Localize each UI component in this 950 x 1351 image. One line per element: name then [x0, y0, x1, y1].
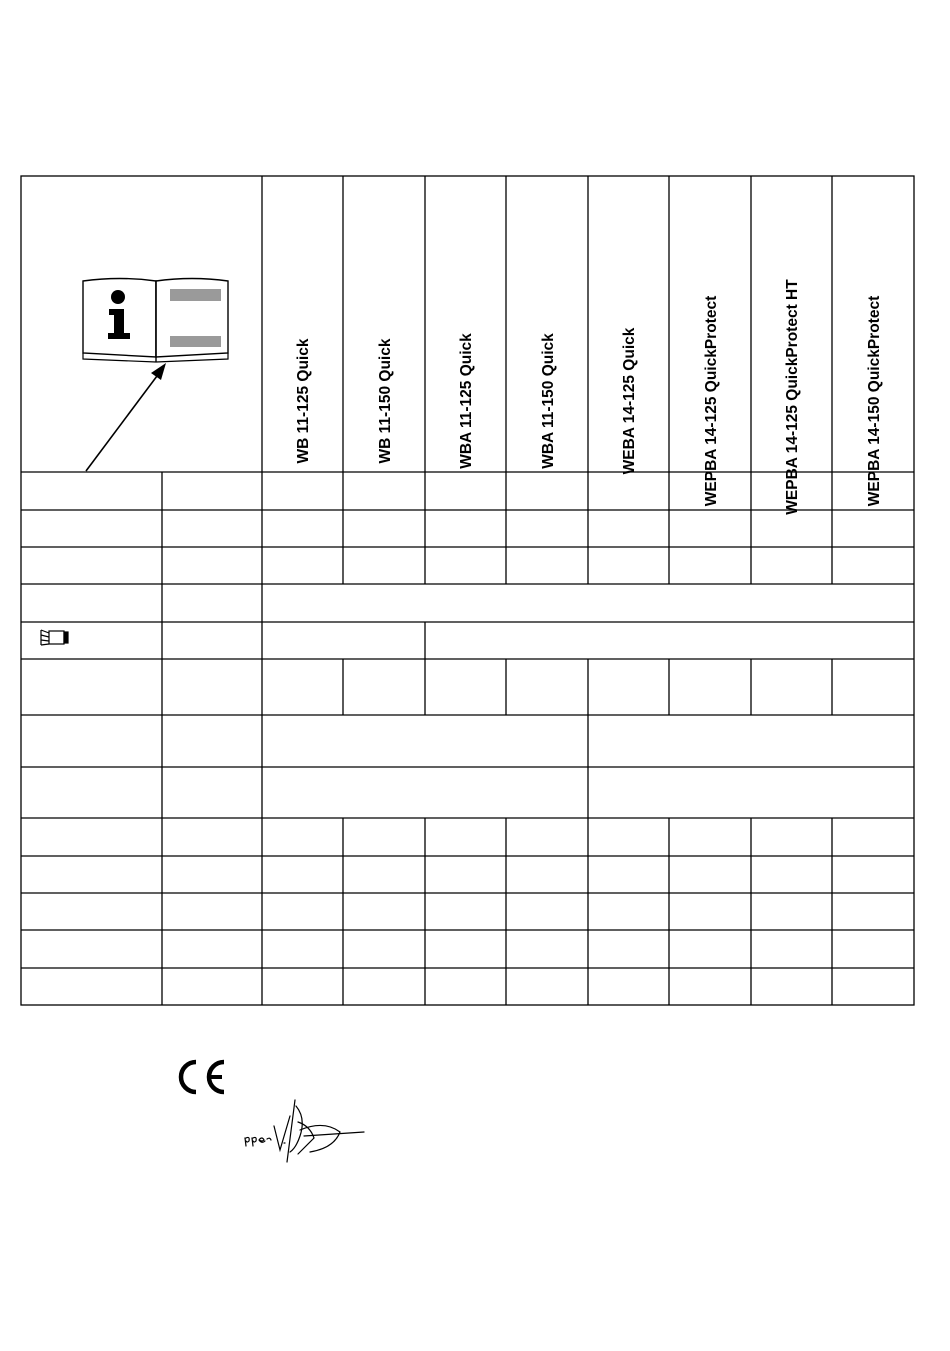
spindle-thread-icon [41, 630, 68, 645]
model-header-1: WB 11-125 Quick [295, 338, 312, 464]
model-header-4: WBA 11-150 Quick [540, 333, 557, 469]
model-header-5: WEBA 14-125 Quick [621, 327, 638, 475]
model-header-8: WEPBA 14-150 QuickProtect [866, 295, 883, 507]
model-header-3: WBA 11-125 Quick [458, 333, 475, 469]
manual-info-icon [83, 279, 228, 363]
model-headers [295, 279, 883, 515]
model-header-2: WB 11-150 Quick [377, 338, 394, 464]
spec-table [20, 175, 915, 1006]
model-header-7: WEPBA 14-125 QuickProtect HT [784, 279, 801, 515]
pointer-arrow [86, 363, 166, 471]
signature [240, 1096, 370, 1168]
model-header-6: WEPBA 14-125 QuickProtect [703, 295, 720, 507]
ce-mark [176, 1058, 228, 1096]
